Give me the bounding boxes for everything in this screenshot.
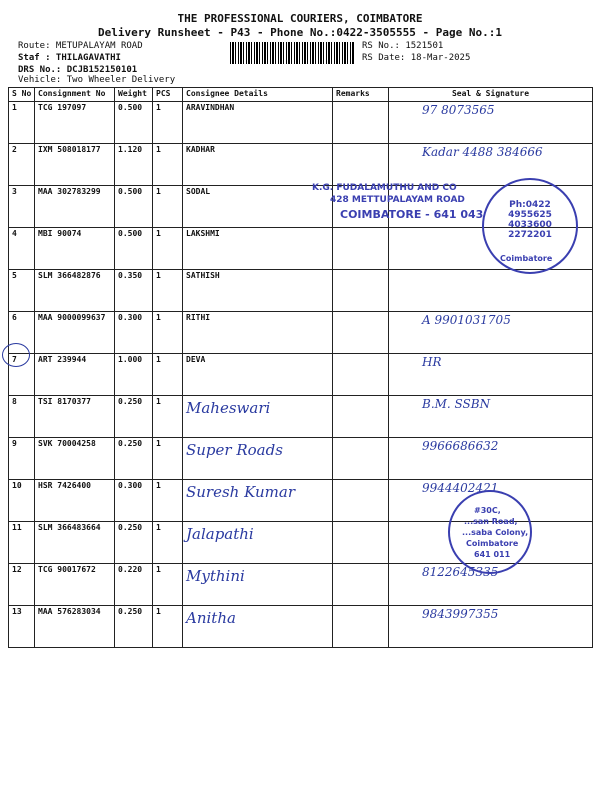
cell-remarks [333,312,389,354]
round-stamp-1 [482,178,578,274]
round-stamp-2-l2: ...san Road, [464,517,518,526]
cell-consignment-no: ART 239944 [35,354,115,396]
consignee-name: SATHISH [186,271,220,280]
cell-sno: 13 [9,606,35,648]
cell-pcs: 1 [153,564,183,606]
cell-weight: 0.500 [115,186,153,228]
cell-signature [389,396,593,438]
address-stamp-line1: K.G. FUDALAMUTHU AND CO [312,183,457,193]
cell-consignment-no: HSR 7426400 [35,480,115,522]
cell-weight: 1.120 [115,144,153,186]
cell-pcs: 1 [153,228,183,270]
consignee-handwritten: Super Roads [186,441,283,459]
cell-signature [389,438,593,480]
cell-weight: 0.350 [115,270,153,312]
signature-text: HR [422,355,442,369]
cell-sno: 8 [9,396,35,438]
cell-consignee [183,522,333,564]
consignee-name: RITHI [186,313,211,322]
cell-sno: 3 [9,186,35,228]
table-row [9,396,593,438]
runsheet-subtitle: Delivery Runsheet - P43 - Phone No.:0422-3505555 - Page No.:1 [98,26,502,39]
vehicle-label: Vehicle: Two Wheeler Delivery [18,75,176,85]
cell-sno: 6 [9,312,35,354]
barcode [230,42,354,64]
cell-pcs: 1 [153,522,183,564]
cell-signature [389,102,593,144]
cell-remarks [333,270,389,312]
consignee-name: SODAL [186,187,211,196]
row-7-circle-mark [2,343,30,367]
cell-pcs: 1 [153,186,183,228]
cell-remarks [333,438,389,480]
table-row [9,144,593,186]
cell-sno: 2 [9,144,35,186]
consignee-handwritten: Jalapathi [186,525,254,543]
cell-weight: 0.500 [115,102,153,144]
cell-sno: 5 [9,270,35,312]
consignee-handwritten: Anitha [186,609,236,627]
staff-label: Staf : THILAGAVATHI [18,53,121,63]
consignee-handwritten: Suresh Kumar [186,483,295,501]
signature-text: Kadar 4488 384666 [422,145,543,159]
cell-consignee [183,228,333,270]
signature-text: 8122645335 [422,565,499,579]
signature-text: 9966686632 [422,439,499,453]
cell-consignee [183,144,333,186]
cell-weight: 1.000 [115,354,153,396]
cell-consignee [183,438,333,480]
cell-remarks [333,354,389,396]
cell-consignment-no: SLM 366482876 [35,270,115,312]
cell-sno: 12 [9,564,35,606]
round-stamp-2-l4: Coimbatore [466,539,519,548]
signature-text: A 9901031705 [422,313,511,327]
cell-remarks [333,480,389,522]
header-signature: Seal & Signature [389,88,593,102]
address-stamp-line2: 428 METTUPALAYAM ROAD [330,195,465,205]
cell-consignee [183,606,333,648]
cell-pcs: 1 [153,312,183,354]
table-row [9,438,593,480]
table-row [9,102,593,144]
cell-consignment-no: MBI 90074 [35,228,115,270]
cell-sno: 7 [9,354,35,396]
header-pcs: PCS [153,88,183,102]
cell-pcs: 1 [153,144,183,186]
cell-consignee [183,396,333,438]
cell-weight: 0.250 [115,396,153,438]
cell-pcs: 1 [153,396,183,438]
header-remarks: Remarks [333,88,389,102]
cell-consignee [183,354,333,396]
cell-consignee [183,312,333,354]
company-title: THE PROFESSIONAL COURIERS, COIMBATORE [177,12,423,25]
round-stamp-1-phones: Ph:0422 4955625 4033600 2272201 [508,200,552,240]
cell-remarks [333,144,389,186]
address-stamp-line3: COIMBATORE - 641 043 [340,208,484,221]
cell-pcs: 1 [153,480,183,522]
table-row [9,606,593,648]
cell-consignment-no: SLM 366483664 [35,522,115,564]
round-stamp-2-l1: #30C, [474,506,501,515]
header-consignment: Consignment No [35,88,115,102]
header-consignee: Consignee Details [183,88,333,102]
cell-signature [389,312,593,354]
cell-consignee [183,270,333,312]
cell-remarks [333,102,389,144]
cell-consignment-no: MAA 576283034 [35,606,115,648]
cell-consignee [183,186,333,228]
cell-weight: 0.250 [115,522,153,564]
cell-weight: 0.250 [115,438,153,480]
consignee-handwritten: Mythini [186,567,245,585]
cell-consignment-no: MAA 302783299 [35,186,115,228]
cell-consignment-no: SVK 70004258 [35,438,115,480]
cell-sno: 10 [9,480,35,522]
cell-consignment-no: TCG 90017672 [35,564,115,606]
cell-weight: 0.220 [115,564,153,606]
cell-remarks [333,606,389,648]
round-stamp-2 [448,490,532,574]
cell-sno: 11 [9,522,35,564]
cell-consignee [183,480,333,522]
round-stamp-2-l5: 641 011 [474,550,511,559]
cell-consignment-no: IXM 508018177 [35,144,115,186]
cell-pcs: 1 [153,354,183,396]
cell-signature [389,354,593,396]
cell-weight: 0.300 [115,480,153,522]
consignee-name: ARAVINDHAN [186,103,235,112]
cell-consignment-no: MAA 9000099637 [35,312,115,354]
rs-date: RS Date: 18-Mar-2025 [362,53,471,63]
cell-signature [389,144,593,186]
cell-sno: 4 [9,228,35,270]
table-row [9,312,593,354]
signature-text: B.M. SSBN [422,397,491,411]
cell-pcs: 1 [153,270,183,312]
signature-text: 9944402421 [422,481,499,495]
cell-sno: 1 [9,102,35,144]
cell-consignment-no: TCG 197097 [35,102,115,144]
table-row [9,354,593,396]
consignee-name: DEVA [186,355,206,364]
table-row [9,270,593,312]
cell-pcs: 1 [153,606,183,648]
signature-text: 97 8073565 [422,103,495,117]
cell-pcs: 1 [153,102,183,144]
consignee-name: LAKSHMI [186,229,220,238]
cell-remarks [333,522,389,564]
table-header-row [9,88,593,102]
drs-label: DRS No.: DCJB152150101 [18,65,138,75]
header-sno: S No [9,88,35,102]
cell-remarks [333,396,389,438]
signature-text: 9843997355 [422,607,499,621]
consignee-handwritten: Maheswari [186,399,271,417]
cell-consignment-no: TSI 8170377 [35,396,115,438]
cell-pcs: 1 [153,438,183,480]
cell-sno: 9 [9,438,35,480]
cell-consignee [183,102,333,144]
cell-remarks [333,564,389,606]
round-stamp-1-city: Coimbatore [500,254,553,263]
cell-remarks [333,228,389,270]
consignee-name: KADHAR [186,145,215,154]
cell-signature [389,270,593,312]
cell-weight: 0.250 [115,606,153,648]
rs-number: RS No.: 1521501 [362,41,444,51]
round-stamp-2-l3: ...saba Colony, [462,528,529,537]
cell-weight: 0.500 [115,228,153,270]
header-weight: Weight [115,88,153,102]
cell-weight: 0.300 [115,312,153,354]
cell-signature [389,606,593,648]
route-label: Route: METUPALAYAM ROAD [18,41,143,51]
cell-consignee [183,564,333,606]
